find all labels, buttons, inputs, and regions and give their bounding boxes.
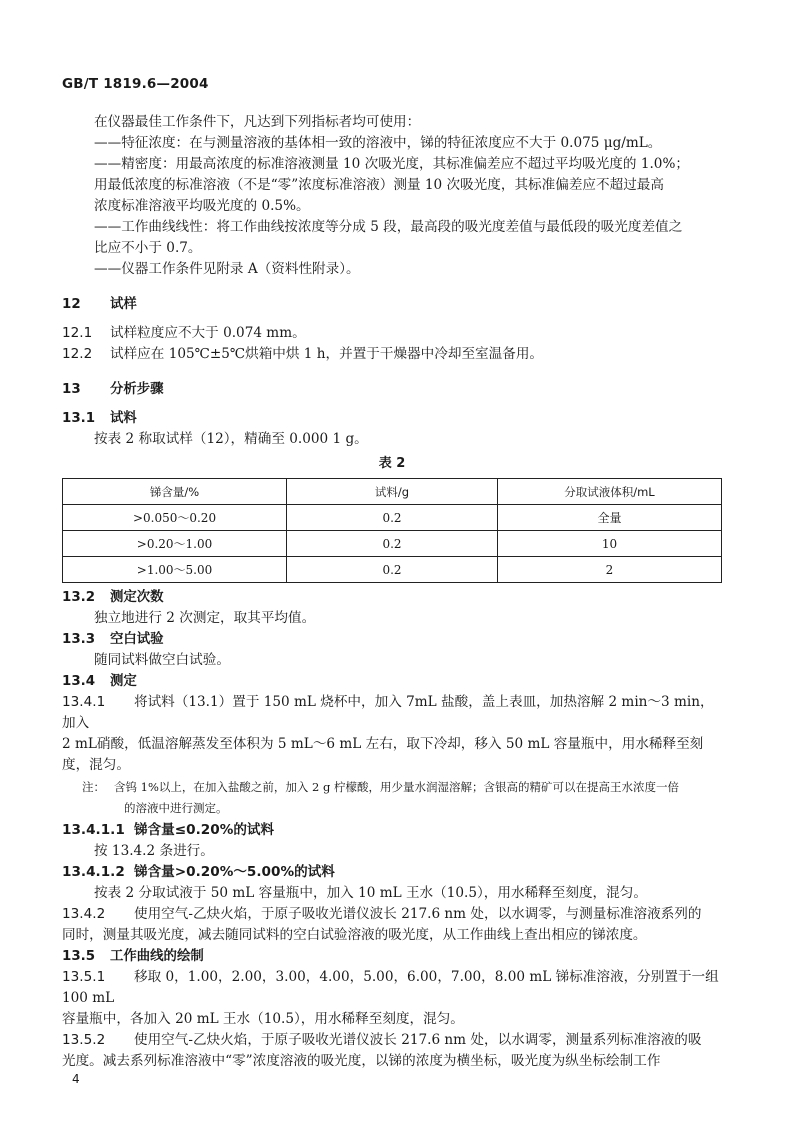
clause-text: 将试料（13.1）置于 150 mL 烧杯中，加入 7mL 盐酸，盖上表皿，加热溶解 2 min～3 min，加入	[62, 694, 714, 731]
criterion-precision-line2: 用最低浓度的标准溶液（不是“零”浓度标准溶液）测量 10 次吸光度，其标准偏差应不超过最高	[94, 177, 664, 193]
clause-number: 13.2	[62, 590, 96, 605]
clause-13-1-heading	[62, 408, 722, 429]
clause-13-4-1-line1	[62, 692, 722, 734]
table-caption: 表 2	[378, 456, 406, 471]
table-row	[63, 505, 722, 531]
table-cell: 全量	[497, 505, 721, 531]
section-title: 试样	[110, 297, 137, 312]
clause-text: 移取 0，1.00，2.00，3.00，4.00，5.00，6.00，7.00，8.00 mL 锑标准溶液，分别置于一组 100 mL	[62, 969, 719, 1006]
clause-13-3-text: 随同试料做空白试验。	[94, 652, 230, 668]
table-cell: >0.20～1.00	[63, 531, 287, 557]
table-header-row	[63, 479, 722, 505]
section-13-heading	[62, 379, 722, 400]
clause-title: 测定	[110, 674, 137, 689]
clause-title: 锑含量>0.20%～5.00%的试料	[134, 864, 335, 880]
clause-13-4-1-1-heading	[62, 820, 722, 841]
clause-text: 试样粒度应不大于 0.074 mm。	[110, 325, 306, 341]
clause-13-4-1-line3: 度，混匀。	[62, 757, 130, 773]
sample-mass-table	[62, 478, 722, 583]
table-cell: >0.050～0.20	[63, 505, 287, 531]
clause-number: 13.5.1	[62, 969, 106, 985]
section-number: 13	[62, 382, 81, 397]
note-label: 注：	[82, 780, 105, 794]
standard-code-header: GB/T 1819.6—2004	[62, 76, 209, 92]
clause-number: 13.4.1.2	[62, 864, 125, 880]
clause-13-5-heading	[62, 946, 722, 967]
clause-13-4-heading	[62, 671, 722, 692]
clause-13-5-2-line1	[62, 1030, 722, 1051]
clause-13-4-1-line2: 2 mL硝酸，低温溶解蒸发至体积为 5 mL～6 mL 左右，取下冷却，移入 50 mL 容量瓶中，用水稀释至刻	[62, 736, 704, 752]
clause-title: 工作曲线的绘制	[110, 949, 204, 964]
clause-title: 锑含量≤0.20%的试料	[134, 822, 275, 838]
table-cell: 0.2	[287, 557, 498, 583]
table-cell: 0.2	[287, 531, 498, 557]
table-cell: 0.2	[287, 505, 498, 531]
clause-number: 13.4.1	[62, 694, 106, 710]
note-text: 含钨 1%以上，在加入盐酸之前，加入 2 g 柠檬酸，用少量水润湿溶解；含银高的精矿可以在提高王水浓度一倍	[114, 780, 680, 794]
clause-13-1-text: 按表 2 称取试样（12），精确至 0.000 1 g。	[94, 431, 368, 447]
column-header-antimony-content: 锑含量/%	[63, 479, 287, 505]
criterion-linearity-line2: 比应不小于 0.7。	[94, 240, 202, 256]
clause-13-4-1-2-heading	[62, 862, 722, 883]
column-header-aliquot-volume: 分取试液体积/mL	[497, 479, 721, 505]
clause-number: 13.3	[62, 632, 96, 647]
clause-13-2-heading	[62, 587, 722, 608]
clause-title: 空白试验	[110, 632, 164, 647]
criterion-instrument-conditions: ——仪器工作条件见附录 A（资料性附录）。	[94, 261, 360, 277]
clause-number: 13.4.1.1	[62, 822, 125, 838]
document-body	[62, 112, 722, 1072]
section-12-heading	[62, 294, 722, 315]
clause-number: 13.4.2	[62, 906, 106, 922]
clause-text: 使用空气-乙炔火焰，于原子吸收光谱仪波长 217.6 nm 处，以水调零，与测量标准溶液系列的	[134, 906, 702, 922]
clause-number: 12.1	[62, 325, 93, 341]
criterion-linearity-line1: ——工作曲线线性：将工作曲线按浓度等分成 5 段，最高段的吸光度差值与最低段的吸光度差值之	[94, 219, 683, 235]
intro-lead: 在仪器最佳工作条件下，凡达到下列指标者均可使用：	[94, 114, 421, 130]
section-title: 分析步骤	[110, 382, 164, 397]
clause-13-4-1-1-text: 按 13.4.2 条进行。	[94, 843, 214, 859]
table-cell: >1.00～5.00	[63, 557, 287, 583]
note-line1	[62, 778, 722, 797]
clause-text: 使用空气-乙炔火焰，于原子吸收光谱仪波长 217.6 nm 处，以水调零，测量系列标准溶液的吸	[134, 1032, 702, 1048]
clause-title: 测定次数	[110, 590, 164, 605]
clause-number: 13.5.2	[62, 1032, 106, 1048]
clause-13-4-1-2-text: 按表 2 分取试液于 50 mL 容量瓶中，加入 10 mL 王水（10.5），用水稀释至刻度，混匀。	[94, 885, 647, 901]
clause-13-3-heading	[62, 629, 722, 650]
clause-text: 试样应在 105℃±5℃烘箱中烘 1 h，并置于干燥器中冷却至室温备用。	[110, 346, 544, 362]
table-cell: 2	[497, 557, 721, 583]
clause-13-4-2-line2: 同时，测量其吸光度，减去随同试料的空白试验溶液的吸光度，从工作曲线上查出相应的锑浓度。	[62, 927, 647, 943]
clause-13-5-1-line1	[62, 967, 722, 1009]
clause-13-2-text: 独立地进行 2 次测定，取其平均值。	[94, 610, 316, 626]
clause-number: 13.4	[62, 674, 96, 689]
clause-title: 试料	[110, 411, 137, 426]
page-number: 4	[72, 1072, 80, 1086]
note-line2: 的溶液中进行测定。	[124, 801, 228, 815]
column-header-sample-mass: 试料/g	[287, 479, 498, 505]
criterion-characteristic-concentration: ——特征浓度：在与测量溶液的基体相一致的溶液中，锑的特征浓度应不大于 0.075 μg/mL。	[94, 135, 662, 151]
clause-12-2	[62, 344, 722, 365]
section-number: 12	[62, 297, 81, 312]
clause-13-5-2-line2: 光度。减去系列标准溶液中“零”浓度溶液的吸光度，以锑的浓度为横坐标，吸光度为纵坐标绘制工作	[62, 1053, 661, 1069]
clause-number: 13.5	[62, 949, 96, 964]
clause-13-4-2-line1	[62, 904, 722, 925]
table-cell: 10	[497, 531, 721, 557]
clause-number: 12.2	[62, 346, 93, 362]
table-row	[63, 557, 722, 583]
criterion-precision-line3: 浓度标准溶液平均吸光度的 0.5%。	[94, 198, 310, 214]
clause-12-1	[62, 323, 722, 344]
criterion-precision-line1: ——精密度：用最高浓度的标准溶液测量 10 次吸光度，其标准偏差应不超过平均吸光度的 1.0%；	[94, 156, 689, 172]
clause-number: 13.1	[62, 411, 96, 426]
table-row	[63, 531, 722, 557]
clause-13-5-1-line2: 容量瓶中，各加入 20 mL 王水（10.5），用水稀释至刻度，混匀。	[62, 1011, 464, 1027]
